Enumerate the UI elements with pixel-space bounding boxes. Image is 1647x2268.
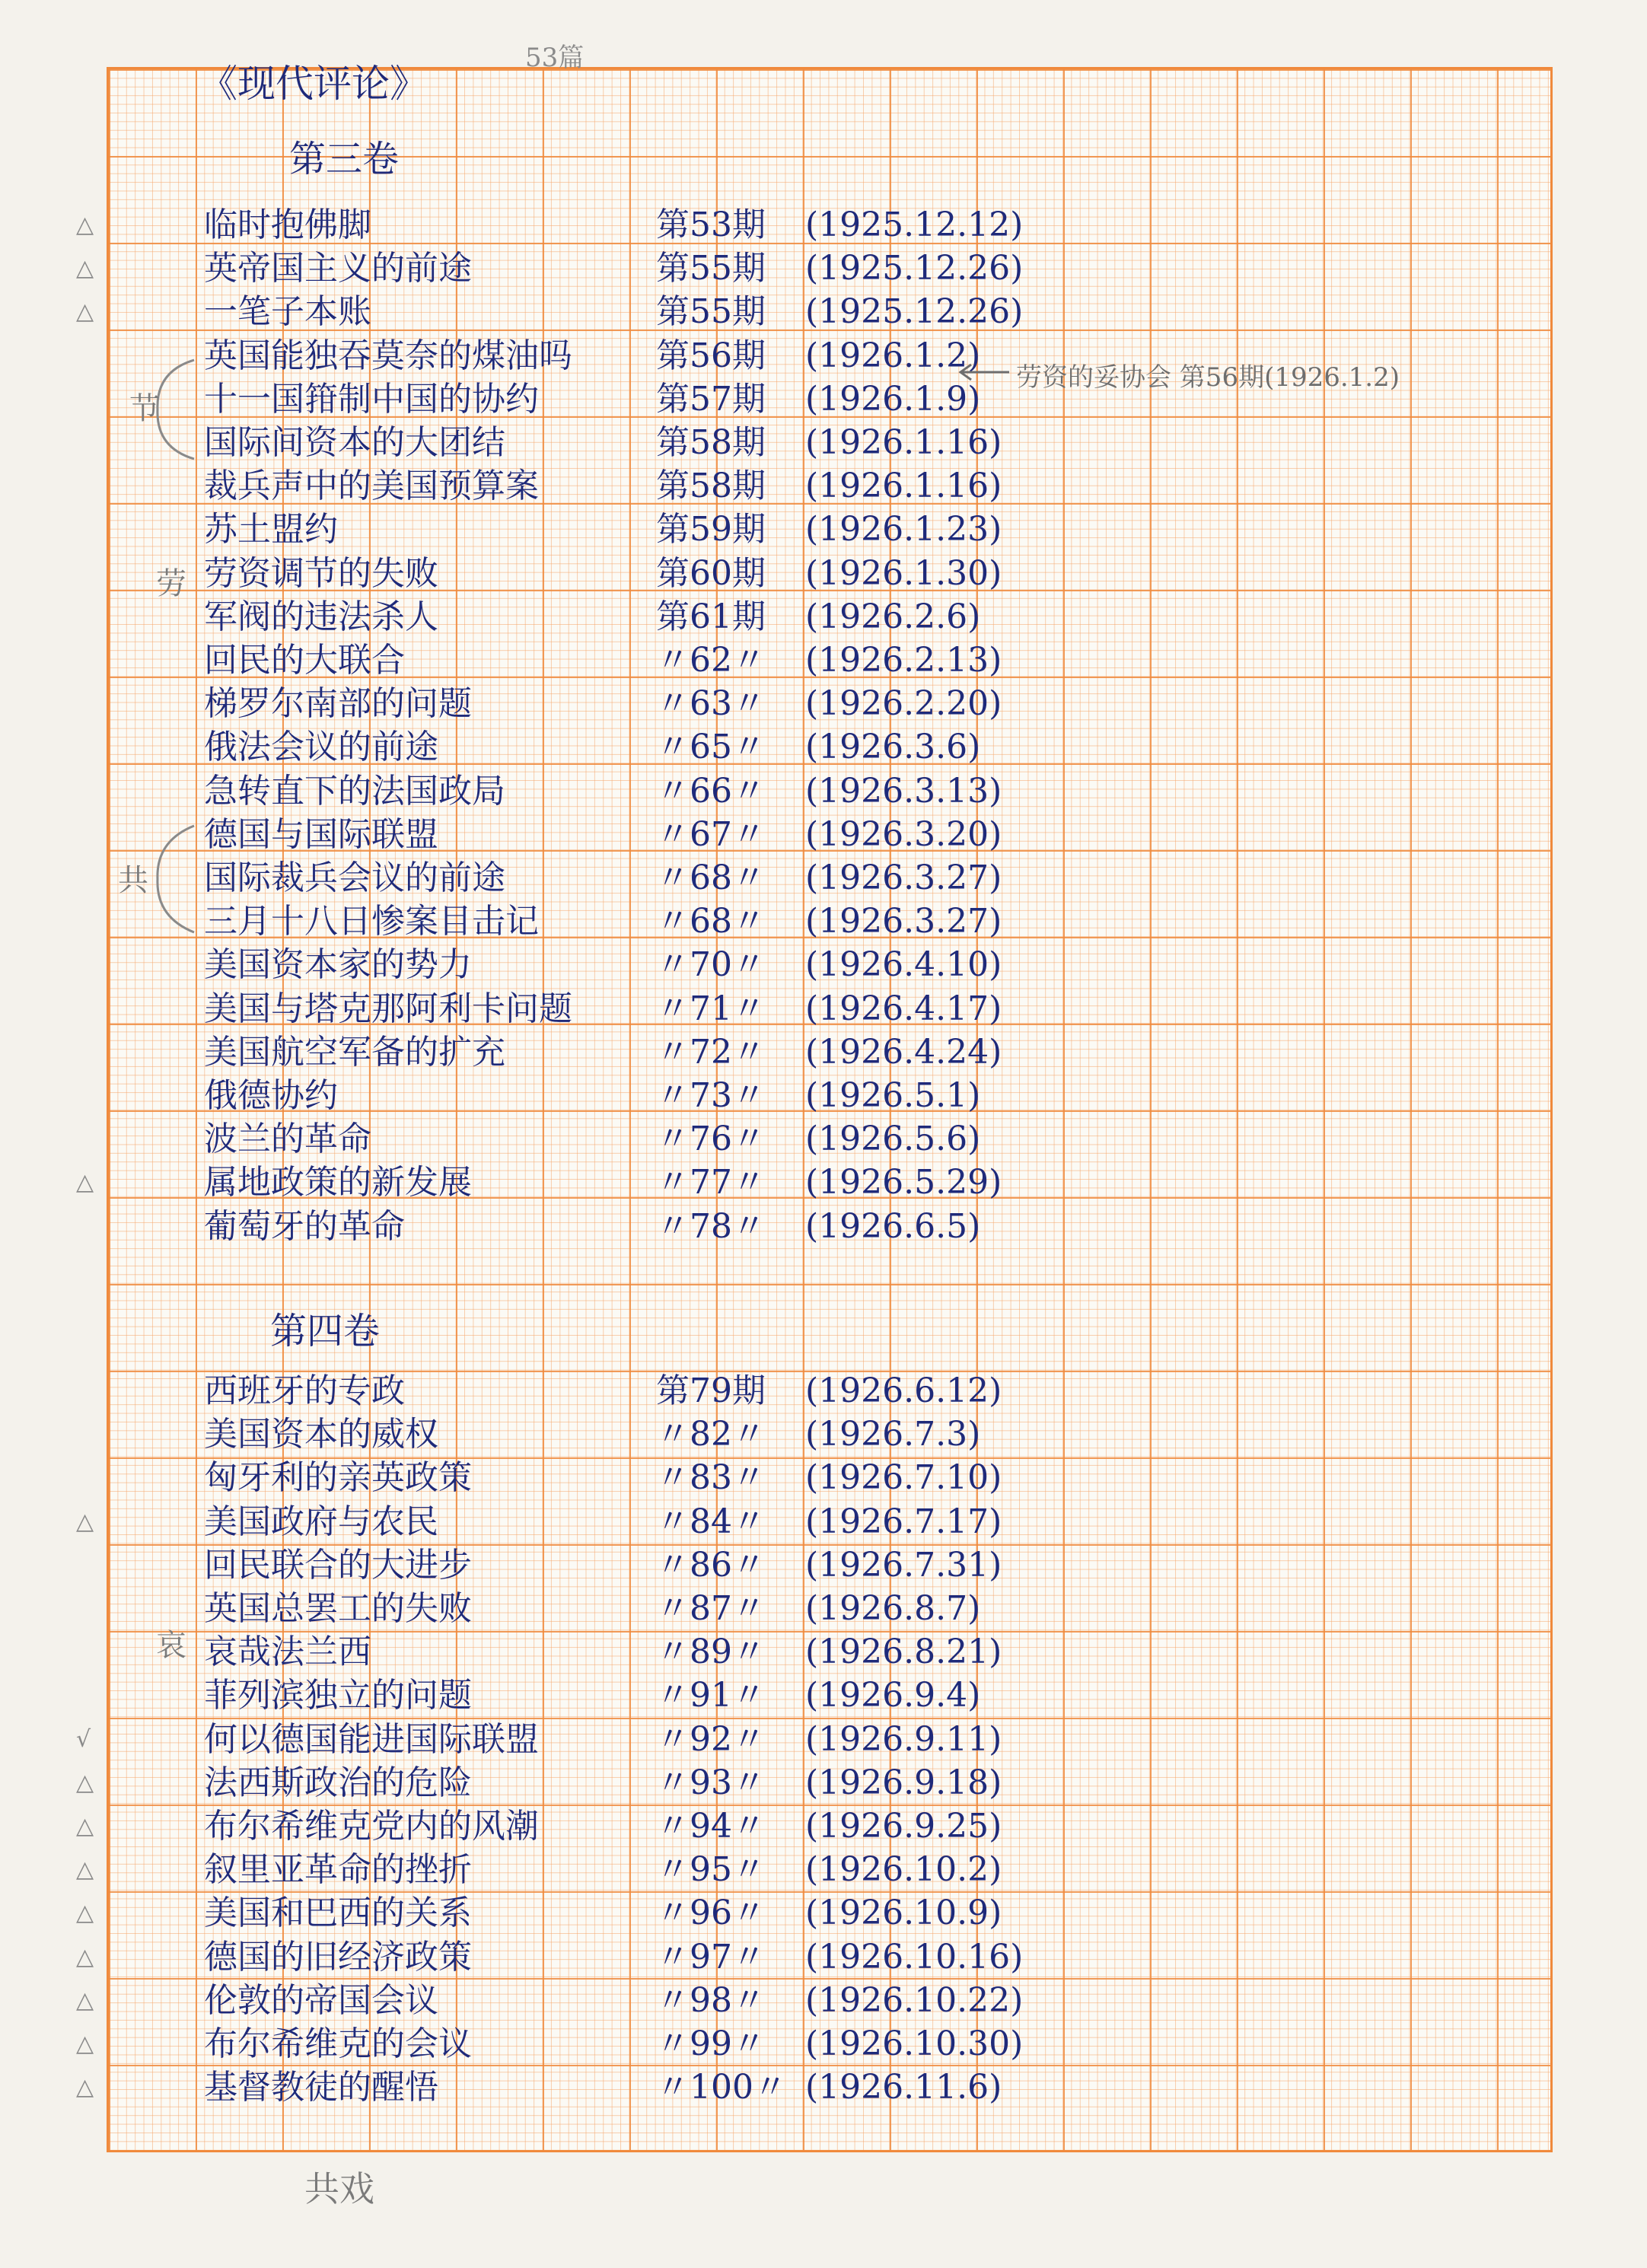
- entry-row: [0, 378, 1647, 421]
- entry-date: (1926.3.27): [805, 858, 1002, 897]
- entry-row: [0, 1892, 1647, 1935]
- entry-date: (1926.4.10): [805, 945, 1002, 985]
- entry-title: 俄德协约: [204, 1076, 338, 1115]
- entry-date: (1926.8.21): [805, 1633, 1002, 1672]
- entry-row: [0, 988, 1647, 1030]
- entry-row: [0, 1849, 1647, 1891]
- entry-date: (1926.5.29): [805, 1163, 1002, 1202]
- entry-date: (1926.2.20): [805, 684, 1002, 724]
- entry-row: [0, 726, 1647, 769]
- entry-row: [0, 944, 1647, 986]
- volume-3-heading: 第三卷: [289, 138, 400, 180]
- entry-mark: △: [76, 1508, 94, 1535]
- entry-date: (1926.9.4): [805, 1676, 981, 1715]
- entry-title: 德国的旧经济政策: [204, 1937, 472, 1977]
- entry-title: 匈牙利的亲英政策: [204, 1458, 472, 1498]
- entry-title: 叙里亚革命的挫折: [204, 1850, 472, 1890]
- entry-row: [0, 1544, 1647, 1587]
- entry-date: (1926.9.11): [805, 1719, 1002, 1759]
- entry-title: 回民的大联合: [204, 641, 405, 680]
- entry-issue: 〃91〃: [656, 1676, 766, 1715]
- entry-title: 急转直下的法国政局: [204, 771, 505, 811]
- entry-title: 美国资本的威权: [204, 1415, 438, 1454]
- entry-mark: △: [76, 1169, 94, 1196]
- margin-note: 共: [118, 863, 148, 898]
- entry-issue: 第56期: [656, 336, 766, 375]
- entry-row: [0, 204, 1647, 247]
- footer-mark: 共戏: [304, 2168, 374, 2209]
- entry-title: 裁兵声中的美国预算案: [204, 467, 539, 506]
- entry-issue: 〃94〃: [656, 1807, 766, 1846]
- entry-issue: 〃68〃: [656, 858, 766, 897]
- entry-row: [0, 553, 1647, 595]
- entry-row: [0, 1075, 1647, 1117]
- entry-row: [0, 596, 1647, 639]
- entry-date: (1926.7.10): [805, 1458, 1002, 1498]
- entry-issue: 〃77〃: [656, 1163, 766, 1202]
- entry-row: [0, 2023, 1647, 2066]
- entry-issue: 〃76〃: [656, 1120, 766, 1159]
- entry-date: (1926.8.7): [805, 1589, 981, 1628]
- entry-mark: △: [76, 1769, 94, 1796]
- entry-issue: 〃63〃: [656, 684, 766, 724]
- entry-issue: 第59期: [656, 510, 766, 549]
- entry-row: [0, 900, 1647, 943]
- entry-title: 军阀的违法杀人: [204, 597, 438, 636]
- entry-date: (1926.6.5): [805, 1206, 981, 1246]
- entry-date: (1926.4.17): [805, 989, 1002, 1028]
- entry-date: (1926.9.18): [805, 1763, 1002, 1802]
- entry-row: [0, 1631, 1647, 1674]
- entry-date: (1926.4.24): [805, 1032, 1002, 1072]
- entry-row: [0, 814, 1647, 856]
- entry-issue: 第61期: [656, 597, 766, 636]
- entry-date: (1926.10.30): [805, 2024, 1024, 2063]
- entry-mark: △: [76, 255, 94, 282]
- entry-row: [0, 1936, 1647, 1979]
- entry-title: 英帝国主义的前途: [204, 249, 472, 288]
- entry-issue: 〃82〃: [656, 1415, 766, 1454]
- entry-issue: 第53期: [656, 205, 766, 244]
- entry-row: [0, 1588, 1647, 1630]
- entry-row: [0, 508, 1647, 551]
- entry-mark: △: [76, 212, 94, 238]
- entry-row: [0, 1413, 1647, 1456]
- entry-row: [0, 639, 1647, 682]
- entry-row: [0, 1762, 1647, 1805]
- entry-title: 回民联合的大进步: [204, 1545, 472, 1585]
- entry-title: 劳资调节的失败: [204, 553, 438, 593]
- entry-date: (1926.1.16): [805, 467, 1002, 506]
- entry-date: (1925.12.12): [805, 205, 1024, 244]
- entry-row: [0, 1206, 1647, 1248]
- entry-issue: 〃73〃: [656, 1076, 766, 1115]
- entry-row: [0, 1980, 1647, 2022]
- entry-issue: 〃86〃: [656, 1545, 766, 1585]
- entry-row: [0, 247, 1647, 290]
- entry-title: 英国能独吞莫奈的煤油吗: [204, 336, 572, 375]
- entry-mark: △: [76, 298, 94, 326]
- entry-title: 属地政策的新发展: [204, 1163, 472, 1202]
- entry-title: 苏土盟约: [204, 510, 338, 549]
- entry-title: 基督教徒的醒悟: [204, 2068, 438, 2107]
- entry-title: 伦敦的帝国会议: [204, 1980, 438, 2020]
- entry-title: 美国政府与农民: [204, 1502, 438, 1541]
- entry-title: 西班牙的专政: [204, 1371, 405, 1410]
- entry-row: [0, 1118, 1647, 1161]
- entry-title: 何以德国能进国际联盟: [204, 1719, 539, 1759]
- entry-date: (1926.6.12): [805, 1371, 1002, 1410]
- entry-date: (1925.12.26): [805, 292, 1024, 332]
- entry-issue: 第58期: [656, 423, 766, 462]
- entry-mark: △: [76, 1986, 94, 2014]
- entry-title: 哀哉法兰西: [204, 1633, 371, 1672]
- entry-row: [0, 1161, 1647, 1204]
- entry-mark: △: [76, 1943, 94, 1970]
- entry-mark: △: [76, 1900, 94, 1927]
- entry-issue: 〃68〃: [656, 902, 766, 941]
- entry-row: [0, 1501, 1647, 1543]
- entry-date: (1926.1.23): [805, 510, 1002, 549]
- entry-mark: △: [76, 1856, 94, 1884]
- entry-issue: 〃98〃: [656, 1980, 766, 2020]
- entry-date: (1926.10.9): [805, 1894, 1002, 1933]
- entry-row: [0, 1370, 1647, 1413]
- journal-title: 《现代评论》: [199, 62, 428, 106]
- entry-mark: √: [76, 1725, 91, 1753]
- entry-issue: 〃97〃: [656, 1937, 766, 1977]
- entry-date: (1926.1.9): [805, 379, 981, 419]
- entry-title: 美国航空军备的扩充: [204, 1032, 505, 1072]
- volume-4-heading: 第四卷: [270, 1310, 381, 1352]
- entry-row: [0, 422, 1647, 464]
- entry-row: [0, 1457, 1647, 1499]
- margin-note: 哀: [156, 1628, 186, 1663]
- arrow-icon: [957, 362, 1011, 382]
- entry-title: 美国和巴西的关系: [204, 1894, 472, 1933]
- page-number-note: 53篇: [525, 43, 585, 73]
- entry-issue: 〃89〃: [656, 1633, 766, 1672]
- entry-issue: 〃70〃: [656, 945, 766, 985]
- entry-date: (1926.3.13): [805, 771, 1002, 811]
- entry-title: 德国与国际联盟: [204, 814, 438, 854]
- entry-date: (1926.1.16): [805, 423, 1002, 462]
- entry-issue: 第57期: [656, 379, 766, 419]
- entry-title: 波兰的革命: [204, 1120, 371, 1159]
- entry-date: (1926.7.31): [805, 1545, 1002, 1585]
- margin-bracket: [148, 822, 202, 936]
- entry-issue: 第58期: [656, 467, 766, 506]
- entry-date: (1926.10.22): [805, 1980, 1024, 2020]
- entry-title: 俄法会议的前途: [204, 728, 438, 767]
- entry-title: 布尔希维克党内的风潮: [204, 1807, 539, 1846]
- entry-title: 三月十八日惨案目击记: [204, 902, 539, 941]
- margin-note: 节: [129, 391, 160, 426]
- entry-date: (1926.2.13): [805, 641, 1002, 680]
- entry-row: [0, 1805, 1647, 1848]
- entry-row: [0, 857, 1647, 900]
- entry-title: 国际裁兵会议的前途: [204, 858, 505, 897]
- entry-issue: 〃92〃: [656, 1719, 766, 1759]
- entry-issue: 〃99〃: [656, 2024, 766, 2063]
- entry-date: (1926.3.27): [805, 902, 1002, 941]
- entry-date: (1926.1.2): [805, 336, 981, 375]
- entry-title: 一笔子本账: [204, 292, 371, 332]
- entry-issue: 〃62〃: [656, 641, 766, 680]
- entry-issue: 〃95〃: [656, 1850, 766, 1890]
- entry-issue: 〃72〃: [656, 1032, 766, 1072]
- entry-date: (1925.12.26): [805, 249, 1024, 288]
- entry-title: 临时抱佛脚: [204, 205, 371, 244]
- entry-date: (1926.2.6): [805, 597, 981, 636]
- entry-title: 英国总罢工的失败: [204, 1589, 472, 1628]
- entry-row: [0, 465, 1647, 508]
- entry-title: 菲列滨独立的问题: [204, 1676, 472, 1715]
- entry-row: [0, 2066, 1647, 2109]
- entry-issue: 〃84〃: [656, 1502, 766, 1541]
- entry-issue: 〃83〃: [656, 1458, 766, 1498]
- entry-row: [0, 1719, 1647, 1761]
- entry-mark: △: [76, 2031, 94, 2057]
- entry-title: 梯罗尔南部的问题: [204, 684, 472, 724]
- entry-title: 法西斯政治的危险: [204, 1763, 472, 1802]
- entry-date: (1926.3.20): [805, 814, 1002, 854]
- entry-issue: 〃100〃: [656, 2068, 787, 2107]
- entry-title: 美国资本家的势力: [204, 945, 472, 985]
- entry-issue: 〃65〃: [656, 728, 766, 767]
- entry-issue: 〃66〃: [656, 771, 766, 811]
- entry-mark: △: [76, 2074, 94, 2101]
- entry-row: [0, 335, 1647, 377]
- entry-date: (1926.10.16): [805, 1937, 1024, 1977]
- entry-date: (1926.5.6): [805, 1120, 981, 1159]
- entry-date: (1926.5.1): [805, 1076, 981, 1115]
- entry-title: 十一国箝制中国的协约: [204, 379, 539, 419]
- entry-title: 布尔希维克的会议: [204, 2024, 472, 2063]
- side-note: 劳资的妥协会 第56期(1926.1.2): [1016, 362, 1400, 393]
- entry-row: [0, 1031, 1647, 1074]
- entry-date: (1926.9.25): [805, 1807, 1002, 1846]
- entry-title: 国际间资本的大团结: [204, 423, 505, 462]
- entry-title: 美国与塔克那阿利卡问题: [204, 989, 572, 1028]
- margin-note: 劳: [156, 566, 186, 601]
- entry-issue: 第60期: [656, 553, 766, 593]
- entry-date: (1926.11.6): [805, 2068, 1002, 2107]
- entry-date: (1926.1.30): [805, 553, 1002, 593]
- entry-issue: 第79期: [656, 1371, 766, 1410]
- entry-date: (1926.10.2): [805, 1850, 1002, 1890]
- entry-row: [0, 683, 1647, 725]
- entry-issue: 〃93〃: [656, 1763, 766, 1802]
- entry-issue: 第55期: [656, 249, 766, 288]
- entry-row: [0, 1674, 1647, 1717]
- entry-issue: 〃67〃: [656, 814, 766, 854]
- entry-mark: △: [76, 1813, 94, 1840]
- entry-date: (1926.7.17): [805, 1502, 1002, 1541]
- entry-row: [0, 291, 1647, 333]
- entry-issue: 〃78〃: [656, 1206, 766, 1246]
- entry-title: 葡萄牙的革命: [204, 1206, 405, 1246]
- entry-date: (1926.3.6): [805, 728, 981, 767]
- entry-date: (1926.7.3): [805, 1415, 981, 1454]
- entry-row: [0, 770, 1647, 813]
- entry-issue: 〃87〃: [656, 1589, 766, 1628]
- entry-issue: 第55期: [656, 292, 766, 332]
- entry-issue: 〃71〃: [656, 989, 766, 1028]
- entry-issue: 〃96〃: [656, 1894, 766, 1933]
